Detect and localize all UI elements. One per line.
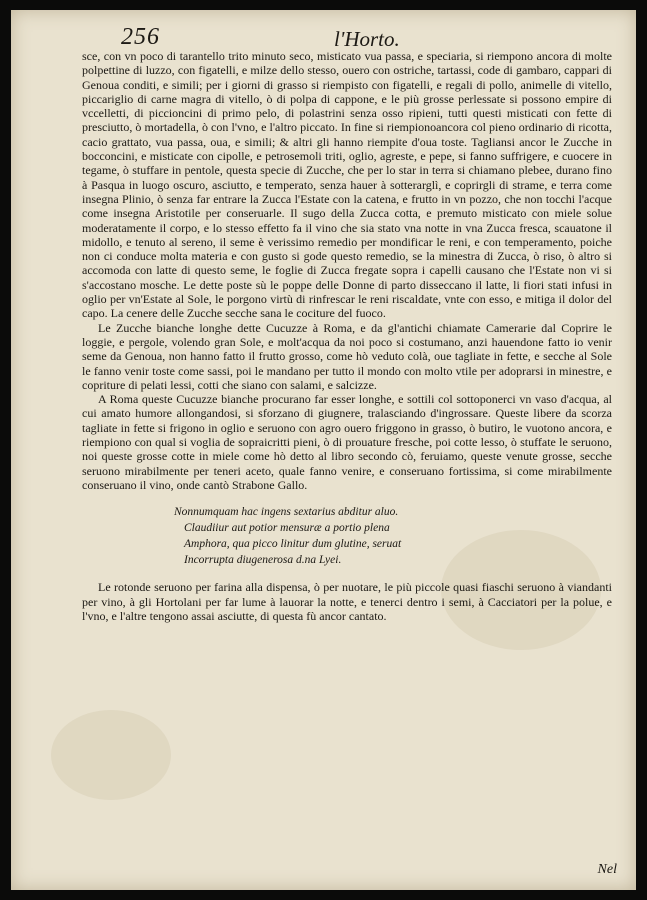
page-number: 256: [121, 24, 160, 50]
body-text: [82, 49, 612, 623]
running-title: l'Horto.: [334, 27, 400, 51]
paper-stain: [51, 710, 171, 800]
paragraph-1: sce, con vn poco di tarantello trito minuto seco, misticato vua passa, e speciaria, si riempono ancora di molte polpettine di luzzo, con figatelli, e milze dello stesso, ouero con ostriche, tartassi, code di gambaro, cappari di Genoua conditi, e simili; per i giorni di grasso si riempisto con figatelli, e regali di pollo, animelle di vitello, piccariglio di carne magra di vitello, ò di polpa di cappone, e le più grosse perlessate si possono empire di vccelletti, di piccioncini di primo pelo, di polastrini senza osso ripieni, tutti questi misticati con fette di presciutto, ò mortadella, ò con l'vno, e l'altro piccato. In fine si riempionoancora col pieno ordinario di ricotta, cacio grattato, vua passa, oua, e simili; & altri gli hanno riempite d'oua toste. Tagliansi ancor le Zucche in bocconcini, e misticate con cipolle, e petrosemoli triti, oglio, agreste, e pepe, si fanno suffrigere, e cuocere in tegame, ò stuffare in pentole, questa specie di Zucche, che per lo star in terra si chiamano plebee, durano fino à Pasqua in luogo oscuro, asciutto, e temperato, senza hauer à sotterarglì, e coprirgli di strame, e terra come insegna Plinio, ò senza far entrare la Zucca l'Estate con la catena, e frutto in vn pozzo, che non tocchi l'acque come insegna Aristotile per conseruarle. Il sugo della Zucca cotta, e premuto misticato con miele solue moderatamente il corpo, e lo stesso effetto fa il vino che sia stato vna notte in vna Zucca fresca, scauatone il midollo, e tenuto al sereno, il seme è verissimo remedio per mondificar le reni, e con temperamento, poiche non ci conduce molta materia e con gusto si gode questo remedio, se la minestra di Zucca, ò riso, ò altro si accomoda con latte di questo seme, le foglie di Zucca fregate sopra i capelli causano che l'Estate non vi si s'accostano mosche. Le dette poste sù le poppe delle Donne di parto disseccano il latte, li fiori stati infusi in oglio per vn'Estate al Sole, le porgono virtù di rinfrescar le reni riscaldate, vnte con esso, e mitiga il dolor del capo. La cenere delle Zucche secche sana le cociture del fuoco.: [82, 49, 612, 321]
paragraph-3: A Roma queste Cucuzze bianche procurano far esser longhe, e sottili col sottoponerci vn vaso d'acqua, al cui amato humore allongandosi, si sforzano di giugnere, tralasciando d'ingrossare. Queste libere da scorza tagliate in fette si frigono in oglio e seruono con agro ouero friggono in grasso, ò butiro, le vuotono ancora, e riempiono con qual si voglia de sopraicritti pieni, ò di prouature fresche, poi cotte lesso, ò stuffate le seruono, noi queste grosse cotte in miele come hò detto al libro secondo cò, feruiamo, queste venute grosse, secche seruono mirabilmente per teneri aceto, quale fanno venire, e conseruano fortissima, si come mirabilmente conseruano il vino, onde cantò Strabone Gallo.: [82, 392, 612, 492]
catchword: Nel: [597, 862, 617, 877]
running-head: [11, 24, 636, 50]
paragraph-4: Le rotonde seruono per farina alla dispensa, ò per nuotare, le più piccole quasi fiaschi seruono à viandanti per vino, à gli Hortolani per far lume à lauorar la notte, e tenerci dentro i semi, à Cacciatori per la polue, e l'vno, e l'altre tengono assai asciutte, di questa fù ancor cantato.: [82, 580, 612, 623]
verse-line: Claudiiur aut potior mensuræ a portio plena: [184, 522, 390, 535]
verse-quotation: [174, 504, 612, 568]
verse-line: Nonnumquam hac ingens sextarius abditur aluo.: [174, 506, 399, 519]
paragraph-2: Le Zucche bianche longhe dette Cucuzze à Roma, e da gl'antichi chiamate Camerarie dal Coprire le loggie, e pergole, volendo gran Sole, e molt'acqua da noi poco si costumano, anzi hauendone fatto io venir seme da Genoua, non hanno fatto il frutto grosso, come hò veduto colà, oue tagliate in fette, e secche al Sole le fanno venir toste come sassi, poi le mandano per tutto il mondo con molto vtile per adoprarsi in minestre, e copriture di pelati lessi, cotti che siano con salami, e salcizze.: [82, 320, 612, 392]
verse-line: Incorrupta diugenerosa d.na Lyei.: [184, 554, 342, 567]
verse-line: Amphora, qua picco linitur dum glutine, seruat: [184, 538, 402, 551]
